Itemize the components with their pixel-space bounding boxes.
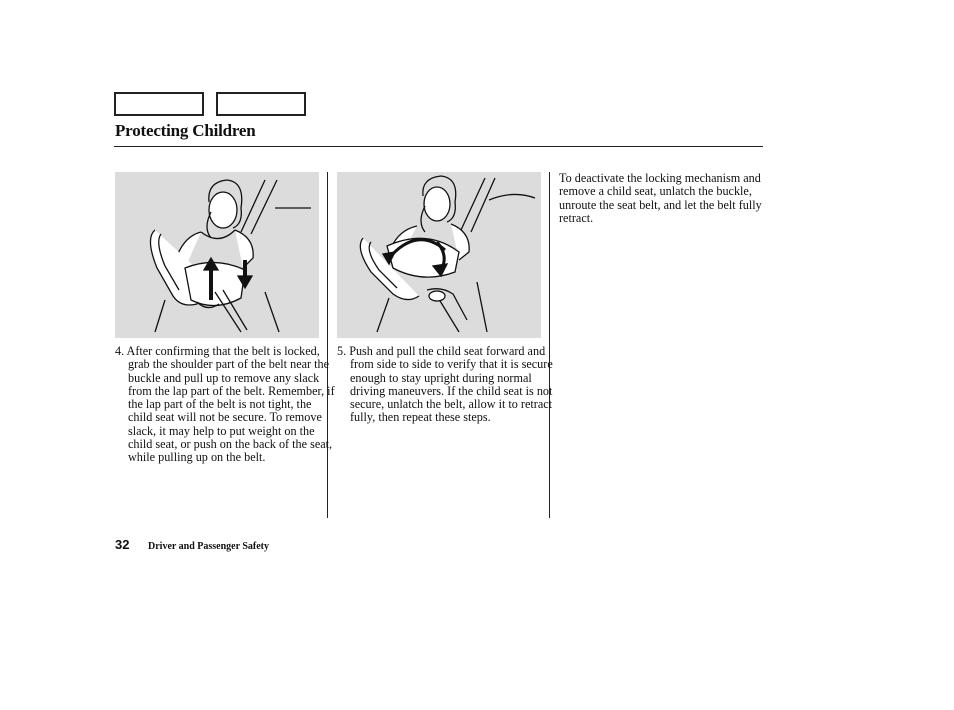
page-number: 32 — [115, 537, 130, 552]
child-seat-belt-pull-up-illustration — [115, 172, 319, 338]
step-4-text: 4. After confirming that the belt is locked, grab the shoulder part of the belt near the buckle and pull up to remove any slack from the lap part of the belt. Remember, if the lap part of the belt is not tight, the child seat will not be secure. To remove slack, it may help to put weight on the child seat, or push on the back of the seat, while pulling up on the belt. — [115, 344, 335, 465]
header-rule — [114, 146, 763, 147]
nav-tab-box-2[interactable] — [216, 92, 306, 116]
nav-tab-box-1[interactable] — [114, 92, 204, 116]
step-5-text: 5. Push and pull the child seat forward and from side to side to verify that it is secure enough to stay upright during normal driving maneuvers. If the child seat is not secure, unlatch the belt, allow it to retract fully, then repeat these steps. — [337, 344, 553, 425]
child-seat-push-pull-illustration — [337, 172, 541, 338]
deactivate-locking-text: To deactivate the locking mechanism and remove a child seat, unlatch the buckle, unroute the seat belt, and let the belt fully retract. — [559, 171, 762, 225]
page-title: Protecting Children — [115, 121, 256, 140]
section-name: Driver and Passenger Safety — [148, 541, 270, 552]
